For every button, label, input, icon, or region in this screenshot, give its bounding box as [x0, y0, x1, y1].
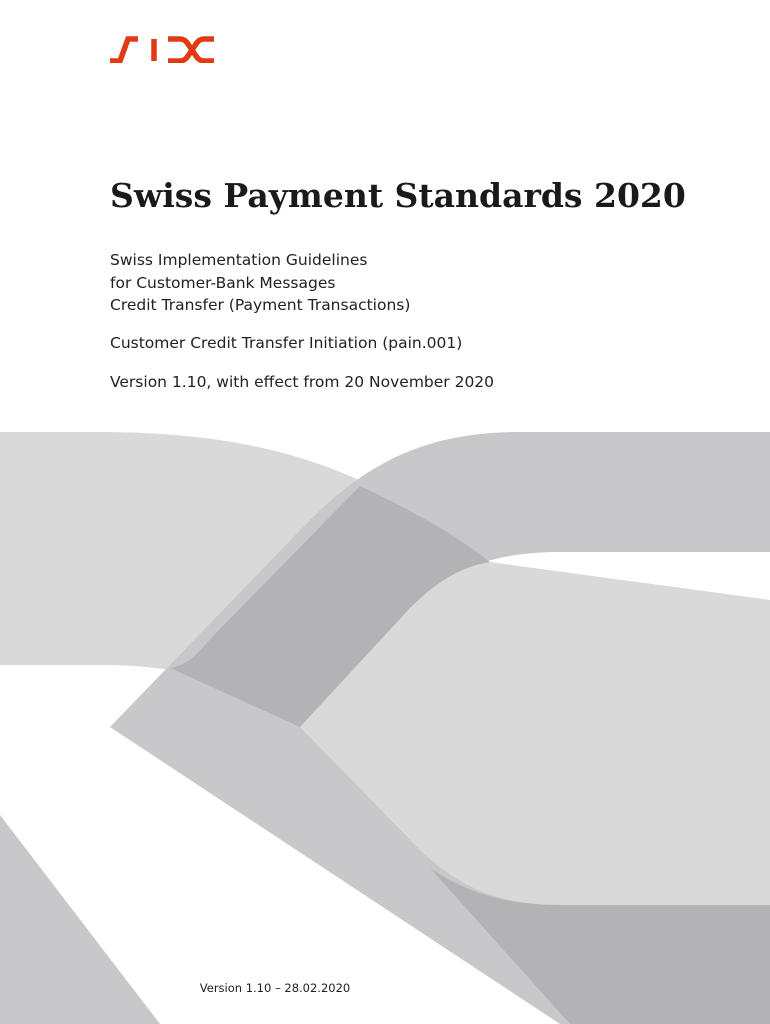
version-statement: Version 1.10, with effect from 20 November 2020	[110, 373, 495, 391]
message-type: Customer Credit Transfer Initiation (pain.001)	[110, 334, 463, 352]
subtitle-line: Credit Transfer (Payment Transactions)	[110, 296, 411, 314]
six-logo	[108, 36, 214, 63]
subtitle-line: Swiss Implementation Guidelines	[110, 251, 368, 269]
document-title: Swiss Payment Standards 2020	[110, 176, 686, 215]
document-subtitle	[110, 249, 410, 317]
footer-version-date: Version 1.10 – 28.02.2020	[199, 981, 351, 995]
subtitle-line: for Customer-Bank Messages	[110, 273, 336, 292]
